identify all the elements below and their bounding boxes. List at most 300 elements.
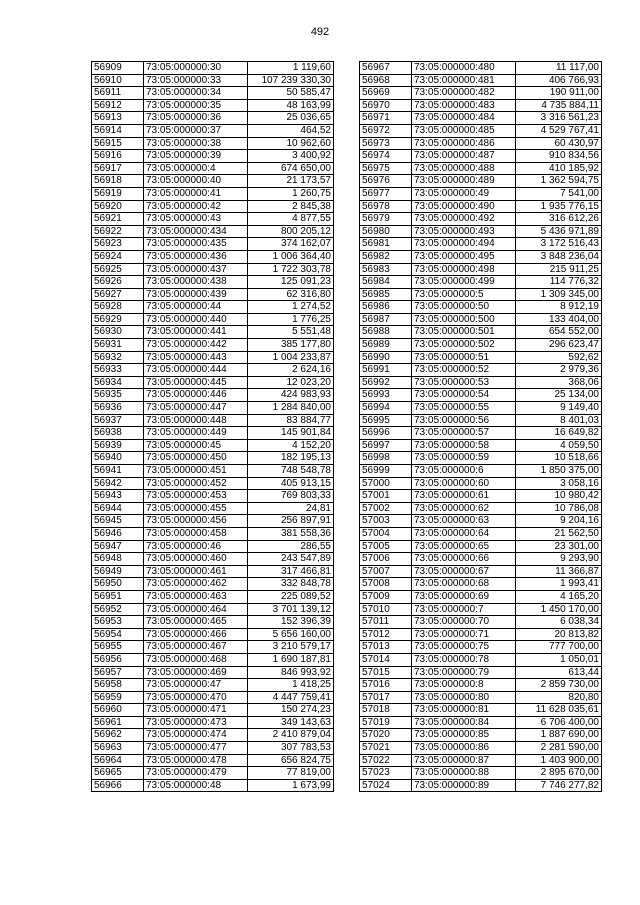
cadastral-number: 73:05:000000:486 [412,137,516,150]
cadastral-value: 654 552,00 [516,326,602,339]
cadastral-number: 73:05:000000:435 [144,238,248,251]
row-number: 57001 [360,490,412,503]
cadastral-number: 73:05:000000:438 [144,276,248,289]
table-row [92,137,334,150]
cadastral-value: 62 316,80 [248,288,334,301]
cadastral-number: 73:05:000000:63 [412,515,516,528]
row-number: 56940 [92,452,144,465]
cadastral-number: 73:05:000000:41 [144,187,248,200]
cadastral-number: 73:05:000000:38 [144,137,248,150]
table-row [360,276,602,289]
cadastral-value: 145 901,84 [248,427,334,440]
row-number: 56998 [360,452,412,465]
cadastral-number: 73:05:000000:446 [144,389,248,402]
row-number: 56934 [92,376,144,389]
table-row [92,402,334,415]
cadastral-value: 21 562,50 [516,527,602,540]
table-row [92,250,334,263]
row-number: 56962 [92,729,144,742]
cadastral-number: 73:05:000000:79 [412,666,516,679]
cadastral-number: 73:05:000000:461 [144,565,248,578]
table-row [92,716,334,729]
cadastral-number: 73:05:000000:33 [144,74,248,87]
cadastral-value: 3 210 579,17 [248,641,334,654]
table-row [92,313,334,326]
cadastral-number: 73:05:000000:470 [144,691,248,704]
cadastral-value: 5 656 160,00 [248,628,334,641]
cadastral-value: 1 993,41 [516,578,602,591]
cadastral-number: 73:05:000000:440 [144,313,248,326]
cadastral-value: 48 163,99 [248,99,334,112]
cadastral-value: 8 401,03 [516,414,602,427]
row-number: 56925 [92,263,144,276]
cadastral-value: 2 979,36 [516,364,602,377]
row-number: 56917 [92,162,144,175]
table-row [360,162,602,175]
table-row [92,389,334,402]
cadastral-value: 1 284 840,00 [248,402,334,415]
cadastral-number: 73:05:000000:7 [412,603,516,616]
cadastral-number: 73:05:000000:488 [412,162,516,175]
cadastral-number: 73:05:000000:468 [144,653,248,666]
cadastral-number: 73:05:000000:465 [144,616,248,629]
row-number: 56995 [360,414,412,427]
row-number: 56970 [360,99,412,112]
row-number: 56993 [360,389,412,402]
cadastral-number: 73:05:000000:464 [144,603,248,616]
cadastral-value: 317 466,81 [248,565,334,578]
cadastral-number: 73:05:000000:449 [144,427,248,440]
cadastral-number: 73:05:000000:40 [144,175,248,188]
cadastral-value: 4 735 884,11 [516,99,602,112]
cadastral-number: 73:05:000000:458 [144,527,248,540]
table-row [360,653,602,666]
cadastral-value: 4 165,20 [516,590,602,603]
table-row [360,175,602,188]
table-row [92,540,334,553]
cadastral-number: 73:05:000000:460 [144,553,248,566]
cadastral-number: 73:05:000000:61 [412,490,516,503]
table-row [360,150,602,163]
cadastral-number: 73:05:000000:489 [412,175,516,188]
row-number: 56963 [92,742,144,755]
table-row [360,515,602,528]
table-row [360,87,602,100]
cadastral-value: 9 149,40 [516,402,602,415]
table-row [360,213,602,226]
cadastral-number: 73:05:000000:75 [412,641,516,654]
cadastral-value: 16 649,82 [516,427,602,440]
table-row [360,124,602,137]
row-number: 56979 [360,213,412,226]
cadastral-value: 910 834,56 [516,150,602,163]
cadastral-number: 73:05:000000:462 [144,578,248,591]
row-number: 56977 [360,187,412,200]
cadastral-number: 73:05:000000:434 [144,225,248,238]
row-number: 56952 [92,603,144,616]
cadastral-number: 73:05:000000:8 [412,679,516,692]
table-row [92,162,334,175]
cadastral-value: 286,55 [248,540,334,553]
row-number: 56912 [92,99,144,112]
row-number: 56954 [92,628,144,641]
table-row [360,351,602,364]
table-row [92,452,334,465]
table-row [360,263,602,276]
cadastral-number: 73:05:000000:45 [144,439,248,452]
row-number: 57021 [360,742,412,755]
cadastral-value: 125 091,23 [248,276,334,289]
row-number: 56914 [92,124,144,137]
table-row [92,553,334,566]
row-number: 56966 [92,779,144,792]
row-number: 56909 [92,62,144,75]
row-number: 56968 [360,74,412,87]
table-row [92,288,334,301]
cadastral-value: 1 776,25 [248,313,334,326]
table-row [92,465,334,478]
cadastral-number: 73:05:000000:456 [144,515,248,528]
table-row [360,414,602,427]
row-number: 57016 [360,679,412,692]
cadastral-number: 73:05:000000:478 [144,754,248,767]
row-number: 57007 [360,565,412,578]
table-row [92,175,334,188]
cadastral-number: 73:05:000000:487 [412,150,516,163]
cadastral-value: 133 404,00 [516,313,602,326]
cadastral-number: 73:05:000000:499 [412,276,516,289]
table-row [92,439,334,452]
row-number: 56999 [360,465,412,478]
row-number: 56961 [92,716,144,729]
cadastral-number: 73:05:000000:495 [412,250,516,263]
row-number: 56929 [92,313,144,326]
cadastral-number: 73:05:000000:85 [412,729,516,742]
cadastral-value: 1 722 303,78 [248,263,334,276]
table-row [92,376,334,389]
cadastral-value: 800 205,12 [248,225,334,238]
table-row [92,87,334,100]
table-row [360,754,602,767]
cadastral-value: 674 650,00 [248,162,334,175]
row-number: 56973 [360,137,412,150]
cadastral-value: 368,06 [516,376,602,389]
table-row [360,729,602,742]
table-row [360,364,602,377]
cadastral-number: 73:05:000000:502 [412,339,516,352]
cadastral-value: 1 418,25 [248,679,334,692]
row-number: 56980 [360,225,412,238]
cadastral-number: 73:05:000000:36 [144,112,248,125]
row-number: 57014 [360,653,412,666]
row-number: 56997 [360,439,412,452]
cadastral-number: 73:05:000000:57 [412,427,516,440]
row-number: 56996 [360,427,412,440]
row-number: 57018 [360,704,412,717]
table-row [360,99,602,112]
cadastral-number: 73:05:000000:439 [144,288,248,301]
cadastral-value: 3 848 236,04 [516,250,602,263]
table-row [92,779,334,792]
cadastral-value: 25 036,65 [248,112,334,125]
register-table-right [359,61,602,792]
table-row [92,565,334,578]
cadastral-value: 4 447 759,41 [248,691,334,704]
row-number: 56923 [92,238,144,251]
cadastral-number: 73:05:000000:466 [144,628,248,641]
cadastral-value: 5 551,48 [248,326,334,339]
cadastral-number: 73:05:000000:49 [412,187,516,200]
cadastral-value: 374 162,07 [248,238,334,251]
table-row [92,238,334,251]
row-number: 56972 [360,124,412,137]
row-number: 56946 [92,527,144,540]
row-number: 57022 [360,754,412,767]
row-number: 56981 [360,238,412,251]
row-number: 57008 [360,578,412,591]
cadastral-value: 777 700,00 [516,641,602,654]
cadastral-value: 4 877,55 [248,213,334,226]
cadastral-value: 7 541,00 [516,187,602,200]
cadastral-number: 73:05:000000:445 [144,376,248,389]
table-row [92,603,334,616]
table-row [92,679,334,692]
row-number: 56976 [360,175,412,188]
row-number: 57004 [360,527,412,540]
register-table-left [91,61,334,792]
cadastral-number: 73:05:000000:80 [412,691,516,704]
cadastral-number: 73:05:000000:44 [144,301,248,314]
cadastral-number: 73:05:000000:55 [412,402,516,415]
table-row [92,112,334,125]
cadastral-value: 2 859 730,00 [516,679,602,692]
cadastral-value: 9 293,90 [516,553,602,566]
cadastral-number: 73:05:000000:500 [412,313,516,326]
table-row [360,339,602,352]
cadastral-value: 7 746 277,82 [516,779,602,792]
cadastral-value: 150 274,23 [248,704,334,717]
cadastral-value: 190 911,00 [516,87,602,100]
row-number: 57002 [360,502,412,515]
table-row [360,376,602,389]
row-number: 56928 [92,301,144,314]
cadastral-value: 4 059,50 [516,439,602,452]
table-row [92,326,334,339]
row-number: 56927 [92,288,144,301]
table-row [360,565,602,578]
cadastral-number: 73:05:000000:481 [412,74,516,87]
cadastral-value: 464,52 [248,124,334,137]
table-row [360,427,602,440]
table-row [92,62,334,75]
table-row [360,313,602,326]
table-row [360,553,602,566]
cadastral-value: 1 119,60 [248,62,334,75]
table-row [360,590,602,603]
row-number: 56931 [92,339,144,352]
table-row [360,716,602,729]
row-number: 56978 [360,200,412,213]
cadastral-number: 73:05:000000:473 [144,716,248,729]
table-row [360,74,602,87]
cadastral-number: 73:05:000000:67 [412,565,516,578]
row-number: 56939 [92,439,144,452]
table-row [360,439,602,452]
cadastral-value: 1 450 170,00 [516,603,602,616]
table-row [92,653,334,666]
cadastral-value: 1 006 364,40 [248,250,334,263]
table-row [92,502,334,515]
cadastral-value: 3 400,92 [248,150,334,163]
row-number: 56987 [360,313,412,326]
row-number: 57003 [360,515,412,528]
cadastral-value: 1 274,52 [248,301,334,314]
table-row [92,578,334,591]
table-row [92,364,334,377]
cadastral-number: 73:05:000000:54 [412,389,516,402]
cadastral-value: 307 783,53 [248,742,334,755]
table-row [360,326,602,339]
cadastral-number: 73:05:000000:4 [144,162,248,175]
row-number: 56932 [92,351,144,364]
table-row [92,729,334,742]
row-number: 56942 [92,477,144,490]
cadastral-value: 50 585,47 [248,87,334,100]
cadastral-value: 1 887 690,00 [516,729,602,742]
cadastral-value: 60 430,97 [516,137,602,150]
cadastral-number: 73:05:000000:50 [412,301,516,314]
cadastral-value: 1 690 187,81 [248,653,334,666]
row-number: 56982 [360,250,412,263]
table-row [92,515,334,528]
row-number: 56915 [92,137,144,150]
cadastral-value: 10 980,42 [516,490,602,503]
cadastral-number: 73:05:000000:455 [144,502,248,515]
row-number: 56945 [92,515,144,528]
row-number: 57020 [360,729,412,742]
row-number: 56960 [92,704,144,717]
cadastral-value: 10 518,66 [516,452,602,465]
table-row [92,339,334,352]
cadastral-value: 12 023,20 [248,376,334,389]
row-number: 56948 [92,553,144,566]
cadastral-value: 2 895 670,00 [516,767,602,780]
cadastral-number: 73:05:000000:443 [144,351,248,364]
cadastral-number: 73:05:000000:62 [412,502,516,515]
cadastral-value: 107 239 330,30 [248,74,334,87]
cadastral-number: 73:05:000000:70 [412,616,516,629]
cadastral-number: 73:05:000000:498 [412,263,516,276]
cadastral-value: 3 316 561,23 [516,112,602,125]
table-row [92,276,334,289]
row-number: 56953 [92,616,144,629]
row-number: 56947 [92,540,144,553]
cadastral-number: 73:05:000000:444 [144,364,248,377]
table-row [360,603,602,616]
table-row [360,389,602,402]
table-row [92,590,334,603]
cadastral-value: 6 038,34 [516,616,602,629]
row-number: 56937 [92,414,144,427]
row-number: 56994 [360,402,412,415]
row-number: 57023 [360,767,412,780]
row-number: 56967 [360,62,412,75]
row-number: 56989 [360,339,412,352]
row-number: 56941 [92,465,144,478]
table-row [92,704,334,717]
table-row [360,465,602,478]
table-row [360,616,602,629]
cadastral-number: 73:05:000000:59 [412,452,516,465]
cadastral-value: 23 301,00 [516,540,602,553]
table-row [360,250,602,263]
table-row [360,238,602,251]
row-number: 56964 [92,754,144,767]
row-number: 56930 [92,326,144,339]
row-number: 57006 [360,553,412,566]
cadastral-value: 820,80 [516,691,602,704]
cadastral-number: 73:05:000000:47 [144,679,248,692]
cadastral-number: 73:05:000000:6 [412,465,516,478]
cadastral-value: 10 786,08 [516,502,602,515]
row-number: 56959 [92,691,144,704]
row-number: 56938 [92,427,144,440]
table-row [92,691,334,704]
cadastral-value: 256 897,91 [248,515,334,528]
cadastral-number: 73:05:000000:86 [412,742,516,755]
cadastral-value: 3 701 139,12 [248,603,334,616]
table-row [360,490,602,503]
cadastral-value: 2 845,38 [248,200,334,213]
cadastral-number: 73:05:000000:480 [412,62,516,75]
table-row [92,225,334,238]
cadastral-value: 316 612,26 [516,213,602,226]
table-row [360,691,602,704]
row-number: 57019 [360,716,412,729]
row-number: 56958 [92,679,144,692]
cadastral-number: 73:05:000000:467 [144,641,248,654]
table-row [360,540,602,553]
row-number: 56916 [92,150,144,163]
row-number: 56969 [360,87,412,100]
cadastral-number: 73:05:000000:89 [412,779,516,792]
cadastral-value: 25 134,00 [516,389,602,402]
cadastral-number: 73:05:000000:68 [412,578,516,591]
row-number: 56943 [92,490,144,503]
cadastral-number: 73:05:000000:471 [144,704,248,717]
cadastral-number: 73:05:000000:482 [412,87,516,100]
cadastral-number: 73:05:000000:451 [144,465,248,478]
cadastral-value: 11 628 035,61 [516,704,602,717]
cadastral-number: 73:05:000000:48 [144,779,248,792]
row-number: 56991 [360,364,412,377]
table-row [92,754,334,767]
row-number: 56974 [360,150,412,163]
cadastral-value: 748 548,78 [248,465,334,478]
cadastral-value: 215 911,25 [516,263,602,276]
row-number: 57000 [360,477,412,490]
cadastral-value: 114 776,32 [516,276,602,289]
cadastral-value: 1 850 375,00 [516,465,602,478]
cadastral-number: 73:05:000000:81 [412,704,516,717]
cadastral-value: 6 706 400,00 [516,716,602,729]
table-row [92,742,334,755]
cadastral-value: 1 362 594,75 [516,175,602,188]
cadastral-number: 73:05:000000:34 [144,87,248,100]
table-row [360,527,602,540]
row-number: 57017 [360,691,412,704]
cadastral-number: 73:05:000000:51 [412,351,516,364]
